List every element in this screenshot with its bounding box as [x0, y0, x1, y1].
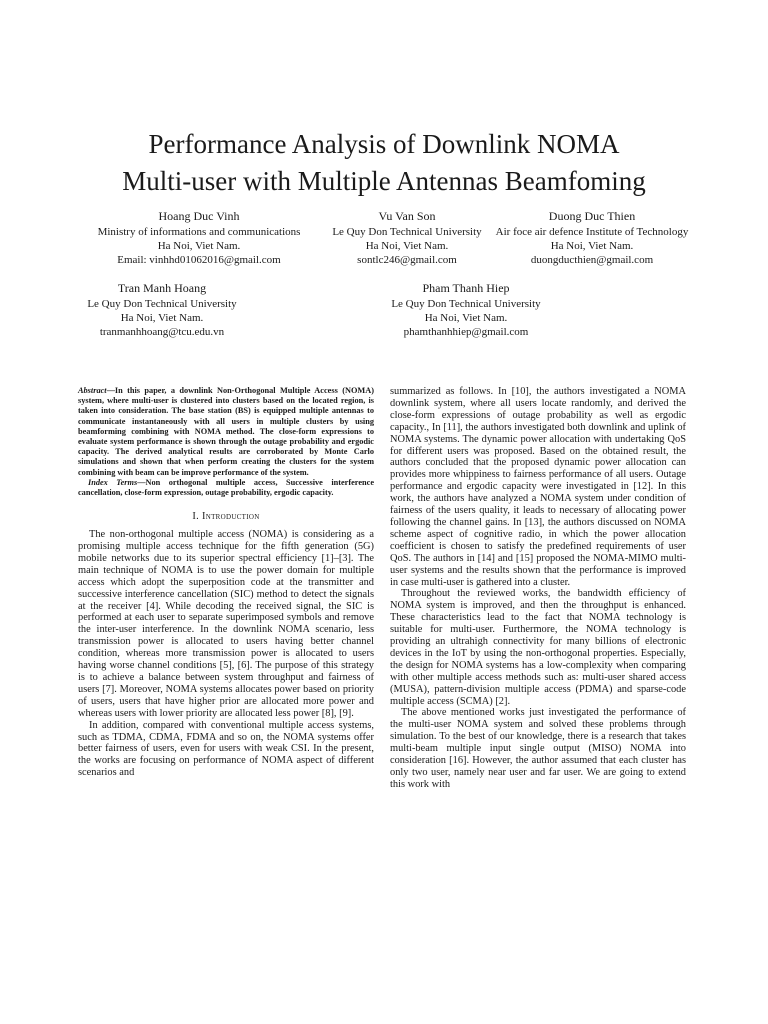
paragraph: In addition, compared with conventional multiple access systems, such as TDMA, CDMA, FDMA and so on, the NOMA systems offer better fairness of users, even for users with weak CSI. In the present, the works are focusing on performance of NOMA aspect of different scenarios and	[78, 719, 374, 779]
author-email: sontlc246@gmail.com	[357, 254, 457, 266]
index-terms-text: —Non orthogonal multiple access, Successive interference cancellation, close-form expression, outage probability, ergodic capacity.	[78, 477, 375, 498]
author-affiliation: Le Quy Don Technical University	[87, 298, 237, 310]
author-name: Vu Van Son	[378, 209, 436, 223]
author-email: phamthanhhiep@gmail.com	[403, 326, 529, 338]
author-location: Ha Noi, Viet Nam.	[365, 240, 449, 252]
section-heading-introduction	[78, 511, 374, 523]
paper-title	[0, 126, 768, 200]
author-affiliation: Ministry of informations and communications	[97, 226, 301, 238]
author-affiliation: Le Quy Don Technical University	[391, 298, 541, 310]
abstract-label: Abstract	[78, 386, 107, 395]
author-affiliation: Le Quy Don Technical University	[332, 226, 482, 238]
author-name: Pham Thanh Hiep	[422, 281, 510, 295]
author-location: Ha Noi, Viet Nam.	[120, 312, 204, 324]
paragraph: summarized as follows. In [10], the authors investigated a NOMA downlink system, where all users locate randomly, and derived the close-form expressions of outage probability as well as ergodic capacity., In [11], the authors investigated both downlink and uplink of NOMA systems. The dynamic power allocation with undertaking QoS for different users was proposed. Based on the obtained result, the authors concluded that the proposed dynamic power allocation can provides more whippiness to fairness performance of all users. Outage performance and ergodic capacity were investigated in [12]. In this work, the authors have analyzed a NOMA system under condition of fairness of the users quality, it leads to necessary of allocating power following the channel gains. In [13], the authors discussed on NOMA scheme aspect of cognitive radio, in which the power allocation coefficient is chosen to satisfy the predefined requirements of user QoS. The authors in [14] and [15] proposed the NOMA-MIMO multi-user systems and the results shown that the performance is improved in case multi-user is gathered into a cluster.	[390, 386, 686, 588]
paragraph: Throughout the reviewed works, the bandwidth efficiency of NOMA system is improved, and then the throughput is enhanced. These characteristics lead to the fact that NOMA technology is suitable for multi-user. Furthermore, the NOMA technology is providing an ultrahigh connectivity for many billions of electronic devices in the IoT by using the non-orthogonal properties. Especially, the design for NOMA systems has a low-complexity when comparing with other multiple access methods such as: multi-user shared access (MUSA), pattern-division multiple access (PDMA) and sparse-code multiple access (SCMA) [2].	[390, 588, 686, 707]
author-email: Email: vinhhd01062016@gmail.com	[117, 254, 281, 266]
author-block	[76, 208, 322, 267]
author-email: tranmanhhoang@tcu.edu.vn	[99, 326, 225, 338]
abstract-text: —In this paper, a downlink Non-Orthogonal Multiple Access (NOMA) system, where multi-user is clustered into clusters based on the located region, is taken into consideration. The base station (BS) is equipped multiple antennas to communicate instantaneously with all users in multiple clusters by using beamforming combining with NOMA method. The close-form expressions to evaluate system performance is shown through the outage probability and ergodic capacity. The derived analytical results are corroborated by Monte Carlo simulations and shown that when perform creating the clusters for the system combining with beam can be improve performance of the system.	[78, 386, 374, 477]
index-terms	[78, 478, 374, 498]
title-line-2: Multi-user with Multiple Antennas Beamfoming	[122, 166, 646, 196]
author-block	[366, 280, 566, 339]
author-email: duongducthien@gmail.com	[530, 254, 654, 266]
title-line-1: Performance Analysis of Downlink NOMA	[148, 129, 620, 159]
author-row-1	[0, 208, 768, 267]
author-location: Ha Noi, Viet Nam.	[550, 240, 634, 252]
abstract	[78, 386, 374, 478]
right-column	[390, 386, 686, 791]
author-location: Ha Noi, Viet Nam.	[424, 312, 508, 324]
author-name: Hoang Duc Vinh	[158, 209, 240, 223]
author-block	[62, 280, 262, 339]
author-affiliation: Air foce air defence Institute of Technology	[495, 226, 689, 238]
section-title: Introduction	[201, 511, 260, 523]
left-column	[78, 386, 374, 779]
author-block	[492, 208, 692, 267]
index-terms-label: Index Terms	[88, 477, 138, 487]
author-name: Duong Duc Thien	[548, 209, 636, 223]
paragraph: The above mentioned works just investigated the performance of the multi-user NOMA system and solved these problems through simulation. To the best of our knowledge, there is a research that takes multi-beam multiple input single output (MISO) NOMA into consideration [16]. However, the author assumed that each cluster has only two user, namely near user and far user. We are going to extend this work with	[390, 707, 686, 790]
paragraph: The non-orthogonal multiple access (NOMA) is considering as a promising multiple access technique for the fifth generation (5G) mobile networks due to its superior spectral efficiency [1]–[3]. The main technique of NOMA is to use the power domain for multiple access which adopt the superposition code at the transmitter and successive interference cancellation (SIC) method to detect the signals at the receiver [4]. While decoding the received signal, the SIC is performed at each user to separate superimposed symbols and remove the inter-user interference. In the downlink NOMA scenario, less transmission power is allocated to users having better channel condition, whereas more transmission power is allocated to users having worse channel conditions [5], [6]. The purpose of this strategy is to achieve a balance between system throughput and fairness of users [7]. Moreover, NOMA systems allocates power based on priority of users, users that have higher prior are allocated more power and whereas users with lower priority are allocated less power [8], [9].	[78, 529, 374, 719]
author-name: Tran Manh Hoang	[117, 281, 207, 295]
author-block	[322, 208, 492, 267]
author-location: Ha Noi, Viet Nam.	[157, 240, 241, 252]
section-numeral: I.	[192, 511, 202, 523]
